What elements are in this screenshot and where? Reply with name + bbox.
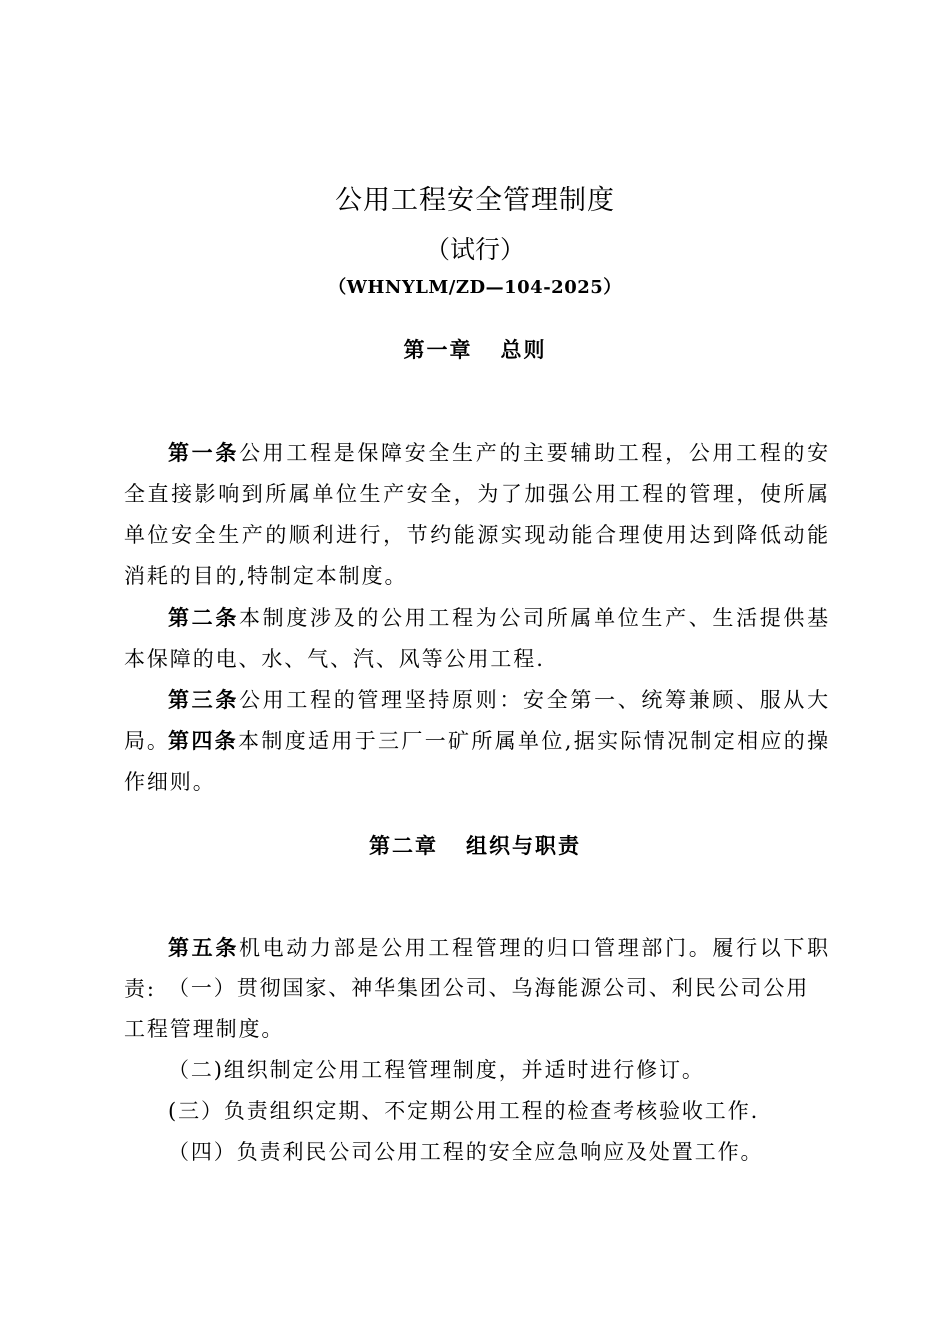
article-text: 本制度适用于三厂一矿所属单位,据实际情况制定相应的操作细则。 (124, 729, 830, 794)
document-subtitle: （试行） (424, 235, 525, 264)
article-2 (124, 597, 830, 680)
duty-item-2: （二)组织制定公用工程管理制度，并适时进行修订。 (168, 1058, 705, 1082)
chapter-number: 第二章 (369, 833, 438, 858)
article-text: 公用工程的管理坚持原则：安全第一、统筹兼顾、服从大局。 (124, 688, 830, 753)
duty-item-4: （四）负责利民公司公用工程的安全应急响应及处置工作。 (168, 1140, 764, 1164)
article-label: 第二条 (168, 605, 240, 630)
article-label: 第四条 (168, 728, 239, 753)
document-code: （WHNYLM/ZD—104-2025） (328, 277, 622, 298)
chapter-name: 组织与职责 (466, 833, 581, 858)
document-title: 公用工程安全管理制度 (335, 185, 615, 216)
chapter-heading-1 (0, 334, 950, 364)
chapter-heading-2 (0, 830, 950, 860)
article-label: 第五条 (168, 935, 240, 960)
article-text: 机电动力部是公用工程管理的归口管理部门。履行以下职责: (124, 936, 830, 1001)
article-label: 第三条 (168, 687, 240, 712)
article-label: 第一条 (168, 440, 240, 465)
chapter-number: 第一章 (403, 337, 473, 362)
duty-item-1: （一）贯彻国家、神华集团公司、乌海能源公司、利民公司公用工程管理制度。 (124, 976, 810, 1041)
article-text: 公用工程是保障安全生产的主要辅助工程，公用工程的安全直接影响到所属单位生产安全，为了加强公用工程的管理，使所属单位安全生产的顺利进行，节约能源实现动能合理使用达到降低动能消耗的目的,特制定本制度。 (124, 441, 830, 588)
article-1 (124, 432, 830, 597)
duty-item-3: (三）负责组织定期、不定期公用工程的检查考核验收工作. (168, 1099, 760, 1123)
article-text: 本制度涉及的公用工程为公司所属单位生产、生活提供基本保障的电、水、气、汽、风等公用工程. (124, 606, 830, 671)
chapter-name: 总则 (500, 337, 547, 362)
article-4 (124, 720, 830, 803)
